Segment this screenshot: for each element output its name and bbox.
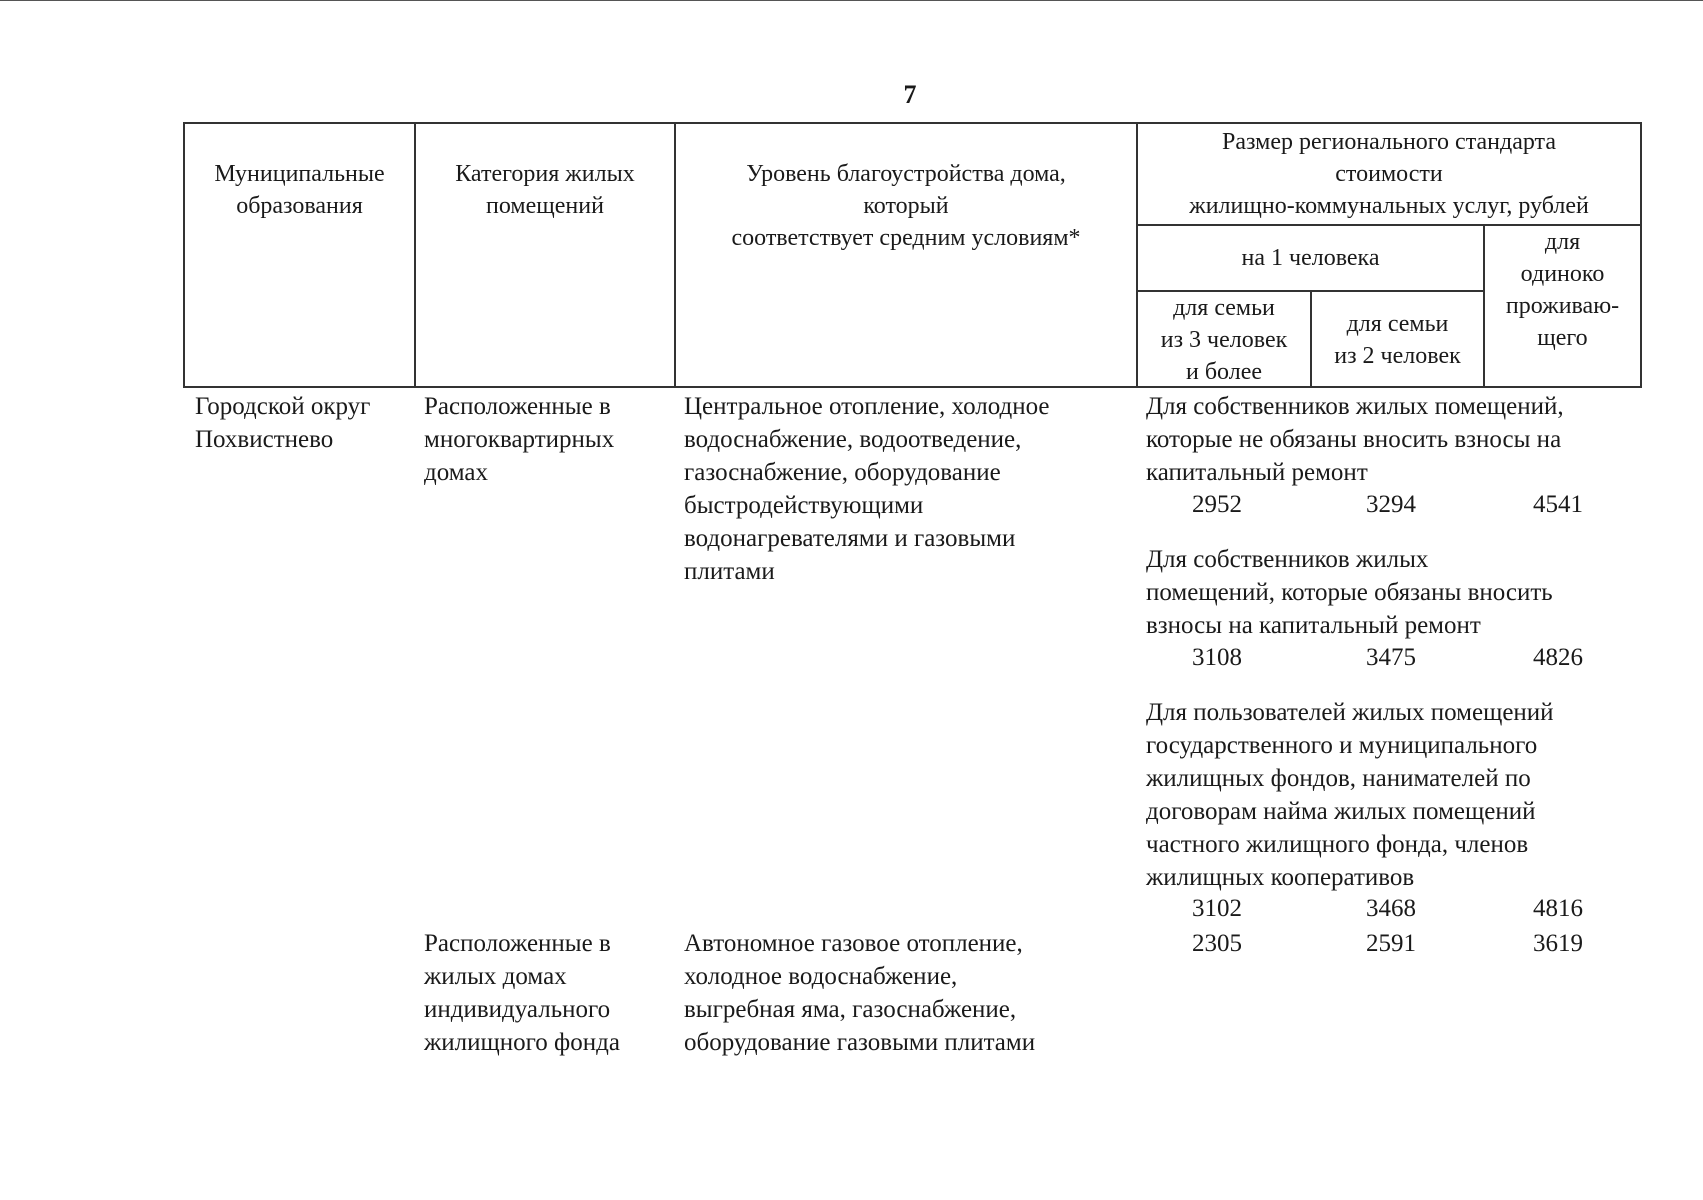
page-number: 7 <box>903 80 917 109</box>
header-single: для одиноко проживаю- щего <box>1505 229 1620 351</box>
value-family-2: 3294 <box>1366 491 1416 518</box>
value-family-2: 3468 <box>1366 895 1416 922</box>
row2-level: Автономное газовое отопление, холодное водоснабжение, выгребная яма, газоснабжение, оборудование газовыми плитами <box>684 930 1036 1056</box>
value-single: 3619 <box>1533 930 1583 957</box>
header-family-3: для семьи из 3 человек и более <box>1160 295 1288 385</box>
row1-level: Центральное отопление, холодное водоснабжение, водоотведение, газоснабжение, оборудование быстродействующими водонагревателями и газовыми плитами <box>684 393 1050 585</box>
header-category: Категория жилых помещений <box>455 161 635 219</box>
table-header <box>183 122 1642 388</box>
top-rule <box>0 0 1703 1</box>
value-family-2: 2591 <box>1366 930 1416 957</box>
row2-category: Расположенные в жилых домах индивидуального жилищного фонда <box>424 930 620 1056</box>
header-per-person: на 1 человека <box>1241 245 1380 271</box>
value-family-3: 2305 <box>1192 930 1242 957</box>
header-standard: Размер регионального стандарта стоимости жилищно-коммунальных услуг, рублей <box>1189 129 1589 219</box>
value-family-3: 3102 <box>1192 895 1242 922</box>
header-family-2: для семьи из 2 человек <box>1334 311 1461 369</box>
value-family-2: 3475 <box>1366 644 1416 671</box>
value-family-3: 3108 <box>1192 644 1242 671</box>
value-single: 4816 <box>1533 895 1583 922</box>
group-label: Для собственников жилых помещений, которые не обязаны вносить взносы на капитальный ремонт <box>1146 393 1564 486</box>
header-municipal: Муниципальные образования <box>214 161 385 219</box>
group-label: Для пользователей жилых помещений государственного и муниципального жилищных фондов, нанимателей по договорам найма жилых помещений частного жилищного фонда, членов жилищных кооперативов <box>1146 699 1554 891</box>
row1-category: Расположенные в многоквартирных домах <box>424 393 615 486</box>
row1-municipality: Городской округ Похвистнево <box>195 393 371 453</box>
value-single: 4541 <box>1533 491 1583 518</box>
header-level: Уровень благоустройства дома, который соответствует средним условиям* <box>731 161 1081 251</box>
group-label: Для собственников жилых помещений, которые обязаны вносить взносы на капитальный ремонт <box>1146 546 1553 639</box>
value-family-3: 2952 <box>1192 491 1242 518</box>
value-single: 4826 <box>1533 644 1583 671</box>
